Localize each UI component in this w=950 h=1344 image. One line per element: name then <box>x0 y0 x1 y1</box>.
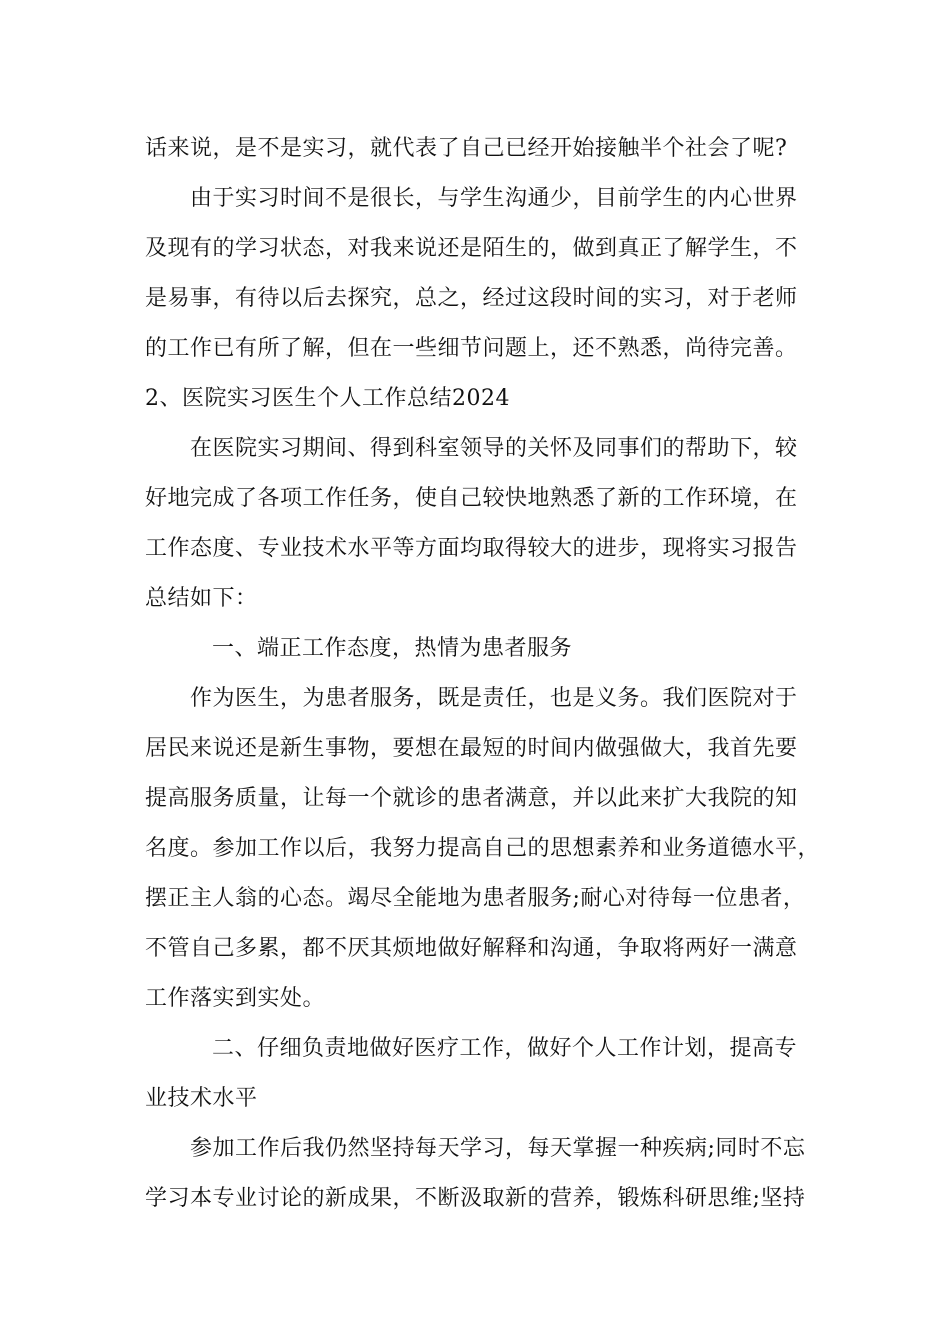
text-line-17: 不管自己多累，都不厌其烦地做好解释和沟通，争取将两好一满意 <box>145 936 798 961</box>
text-line-18: 工作落实到实处。 <box>145 986 326 1011</box>
text-line-5: 的工作已有所了解，但在一些细节问题上，还不熟悉，尚待完善。 <box>145 336 798 361</box>
text-line-9: 工作态度、专业技术水平等方面均取得较大的进步，现将实习报告 <box>145 536 798 561</box>
text-line-16: 摆正主人翁的心态。竭尽全能地为患者服务;耐心对待每一位患者， <box>145 886 806 911</box>
text-line-1: 话来说，是不是实习，就代表了自己已经开始接触半个社会了呢? <box>145 136 788 161</box>
text-line-4: 是易事，有待以后去探究，总之，经过这段时间的实习，对于老师 <box>145 286 798 311</box>
subheading-2: 二、仔细负责地做好医疗工作，做好个人工作计划，提高专 <box>212 1036 798 1061</box>
text-line-13: 居民来说还是新生事物，要想在最短的时间内做强做大，我首先要 <box>145 736 798 761</box>
text-line-14: 提高服务质量，让每一个就诊的患者满意，并以此来扩大我院的知 <box>145 786 798 811</box>
subheading-1: 一、端正工作态度，热情为患者服务 <box>212 636 573 661</box>
text-line-15: 名度。参加工作以后，我努力提高自己的思想素养和业务道德水平， <box>145 836 821 861</box>
text-line-2: 由于实习时间不是很长，与学生沟通少，目前学生的内心世界 <box>190 186 798 211</box>
text-line-10: 总结如下： <box>145 586 258 611</box>
text-line-22: 学习本专业讨论的新成果，不断汲取新的营养，锻炼科研思维;坚持 <box>145 1186 806 1211</box>
section-heading-2: 2、医院实习医生个人工作总结2024 <box>145 386 510 411</box>
text-line-7: 在医院实习期间、得到科室领导的关怀及同事们的帮助下，较 <box>190 436 798 461</box>
text-line-21: 参加工作后我仍然坚持每天学习，每天掌握一种疾病;同时不忘 <box>190 1136 806 1161</box>
text-line-8: 好地完成了各项工作任务，使自己较快地熟悉了新的工作环境，在 <box>145 486 798 511</box>
text-line-3: 及现有的学习状态，对我来说还是陌生的，做到真正了解学生，不 <box>145 236 798 261</box>
text-line-12: 作为医生，为患者服务，既是责任，也是义务。我们医院对于 <box>190 686 798 711</box>
text-line-20: 业技术水平 <box>145 1086 258 1111</box>
